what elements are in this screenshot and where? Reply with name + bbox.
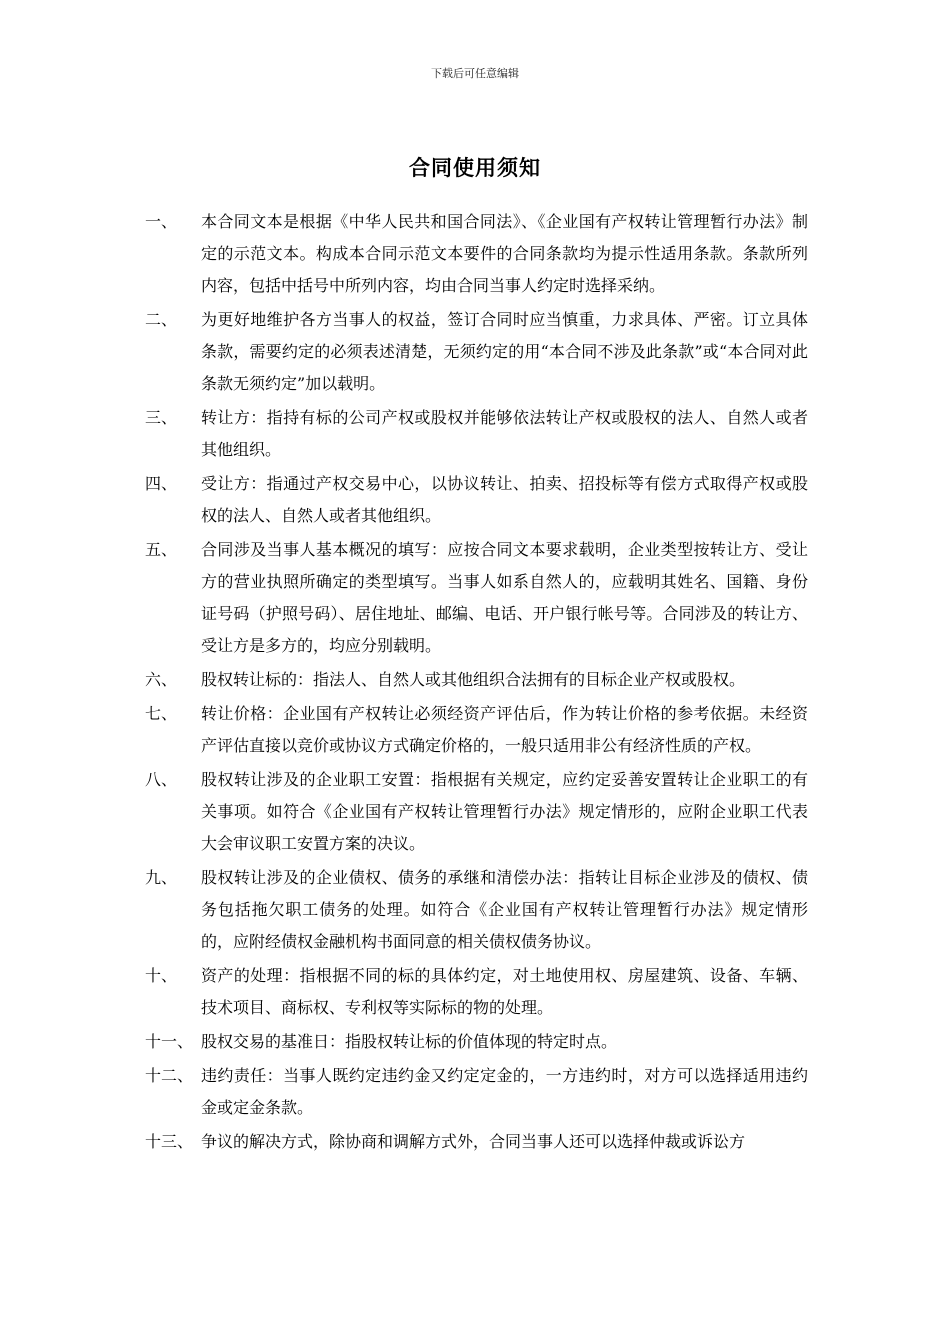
- list-item: [0, 206, 950, 302]
- item-text: 股权转让涉及的企业债权、债务的承继和清偿办法：指转让目标企业涉及的债权、债务包括拖欠职工债务的处理。如符合《企业国有产权转让管理暂行办法》规定情形的，应附经债权金融机构书面同意的相关债权债务协议。: [201, 868, 808, 951]
- list-item: [0, 468, 950, 532]
- item-number: 五、: [145, 540, 178, 559]
- list-item: [0, 960, 950, 1024]
- item-number: 二、: [145, 310, 178, 329]
- list-item: [0, 698, 950, 762]
- item-number: 三、: [145, 408, 178, 427]
- list-item: [0, 402, 950, 466]
- item-text: 转让方：指持有标的公司产权或股权并能够依法转让产权或股权的法人、自然人或者其他组织。: [201, 408, 808, 459]
- item-number: 一、: [145, 212, 178, 231]
- item-number: 十二、: [145, 1066, 194, 1085]
- item-text: 股权转让涉及的企业职工安置：指根据有关规定，应约定妥善安置转让企业职工的有关事项。如符合《企业国有产权转让管理暂行办法》规定情形的，应附企业职工代表大会审议职工安置方案的决议。: [201, 770, 808, 853]
- item-number: 六、: [145, 670, 178, 689]
- list-item: [0, 862, 950, 958]
- item-number: 十一、: [145, 1032, 194, 1051]
- item-number: 十、: [145, 966, 178, 985]
- list-item: [0, 1126, 950, 1158]
- item-number: 七、: [145, 704, 178, 723]
- item-text: 为更好地维护各方当事人的权益，签订合同时应当慎重，力求具体、严密。订立具体条款，需要约定的必须表述清楚，无须约定的用“本合同不涉及此条款”或“本合同对此条款无须约定”加以载明。: [201, 310, 808, 393]
- list-item: [0, 534, 950, 662]
- item-text: 本合同文本是根据《中华人民共和国合同法》、《企业国有产权转让管理暂行办法》制定的示范文本。构成本合同示范文本要件的合同条款均为提示性适用条款。条款所列内容，包括中括号中所列内容，均由合同当事人约定时选择采纳。: [201, 212, 808, 295]
- item-number: 九、: [145, 868, 178, 887]
- list-item: [0, 1060, 950, 1124]
- list-item: [0, 664, 950, 696]
- item-text: 争议的解决方式，除协商和调解方式外，合同当事人还可以选择仲裁或诉讼方: [201, 1132, 746, 1151]
- item-text: 合同涉及当事人基本概况的填写：应按合同文本要求载明，企业类型按转让方、受让方的营业执照所确定的类型填写。当事人如系自然人的，应载明其姓名、国籍、身份证号码（护照号码）、居住地址、邮编、电话、开户银行帐号等。合同涉及的转让方、受让方是多方的，均应分别载明。: [201, 540, 808, 655]
- notice-list: [0, 206, 950, 1160]
- item-text: 受让方：指通过产权交易中心，以协议转让、拍卖、招投标等有偿方式取得产权或股权的法人、自然人或者其他组织。: [201, 474, 808, 525]
- item-text: 资产的处理：指根据不同的标的具体约定，对土地使用权、房屋建筑、设备、车辆、技术项目、商标权、专利权等实际标的物的处理。: [201, 966, 808, 1017]
- item-number: 十三、: [145, 1132, 194, 1151]
- item-text: 转让价格：企业国有产权转让必须经资产评估后，作为转让价格的参考依据。未经资产评估直接以竞价或协议方式确定价格的，一般只适用非公有经济性质的产权。: [201, 704, 808, 755]
- item-text: 股权交易的基准日：指股权转让标的价值体现的特定时点。: [201, 1032, 618, 1051]
- item-text: 违约责任：当事人既约定违约金又约定定金的，一方违约时，对方可以选择适用违约金或定金条款。: [201, 1066, 808, 1117]
- list-item: [0, 304, 950, 400]
- page-header-note: 下载后可任意编辑: [431, 67, 519, 80]
- list-item: [0, 764, 950, 860]
- item-text: 股权转让标的：指法人、自然人或其他组织合法拥有的目标企业产权或股权。: [201, 670, 746, 689]
- list-item: [0, 1026, 950, 1058]
- page-title: 合同使用须知: [409, 156, 541, 180]
- item-number: 四、: [145, 474, 178, 493]
- item-number: 八、: [145, 770, 178, 789]
